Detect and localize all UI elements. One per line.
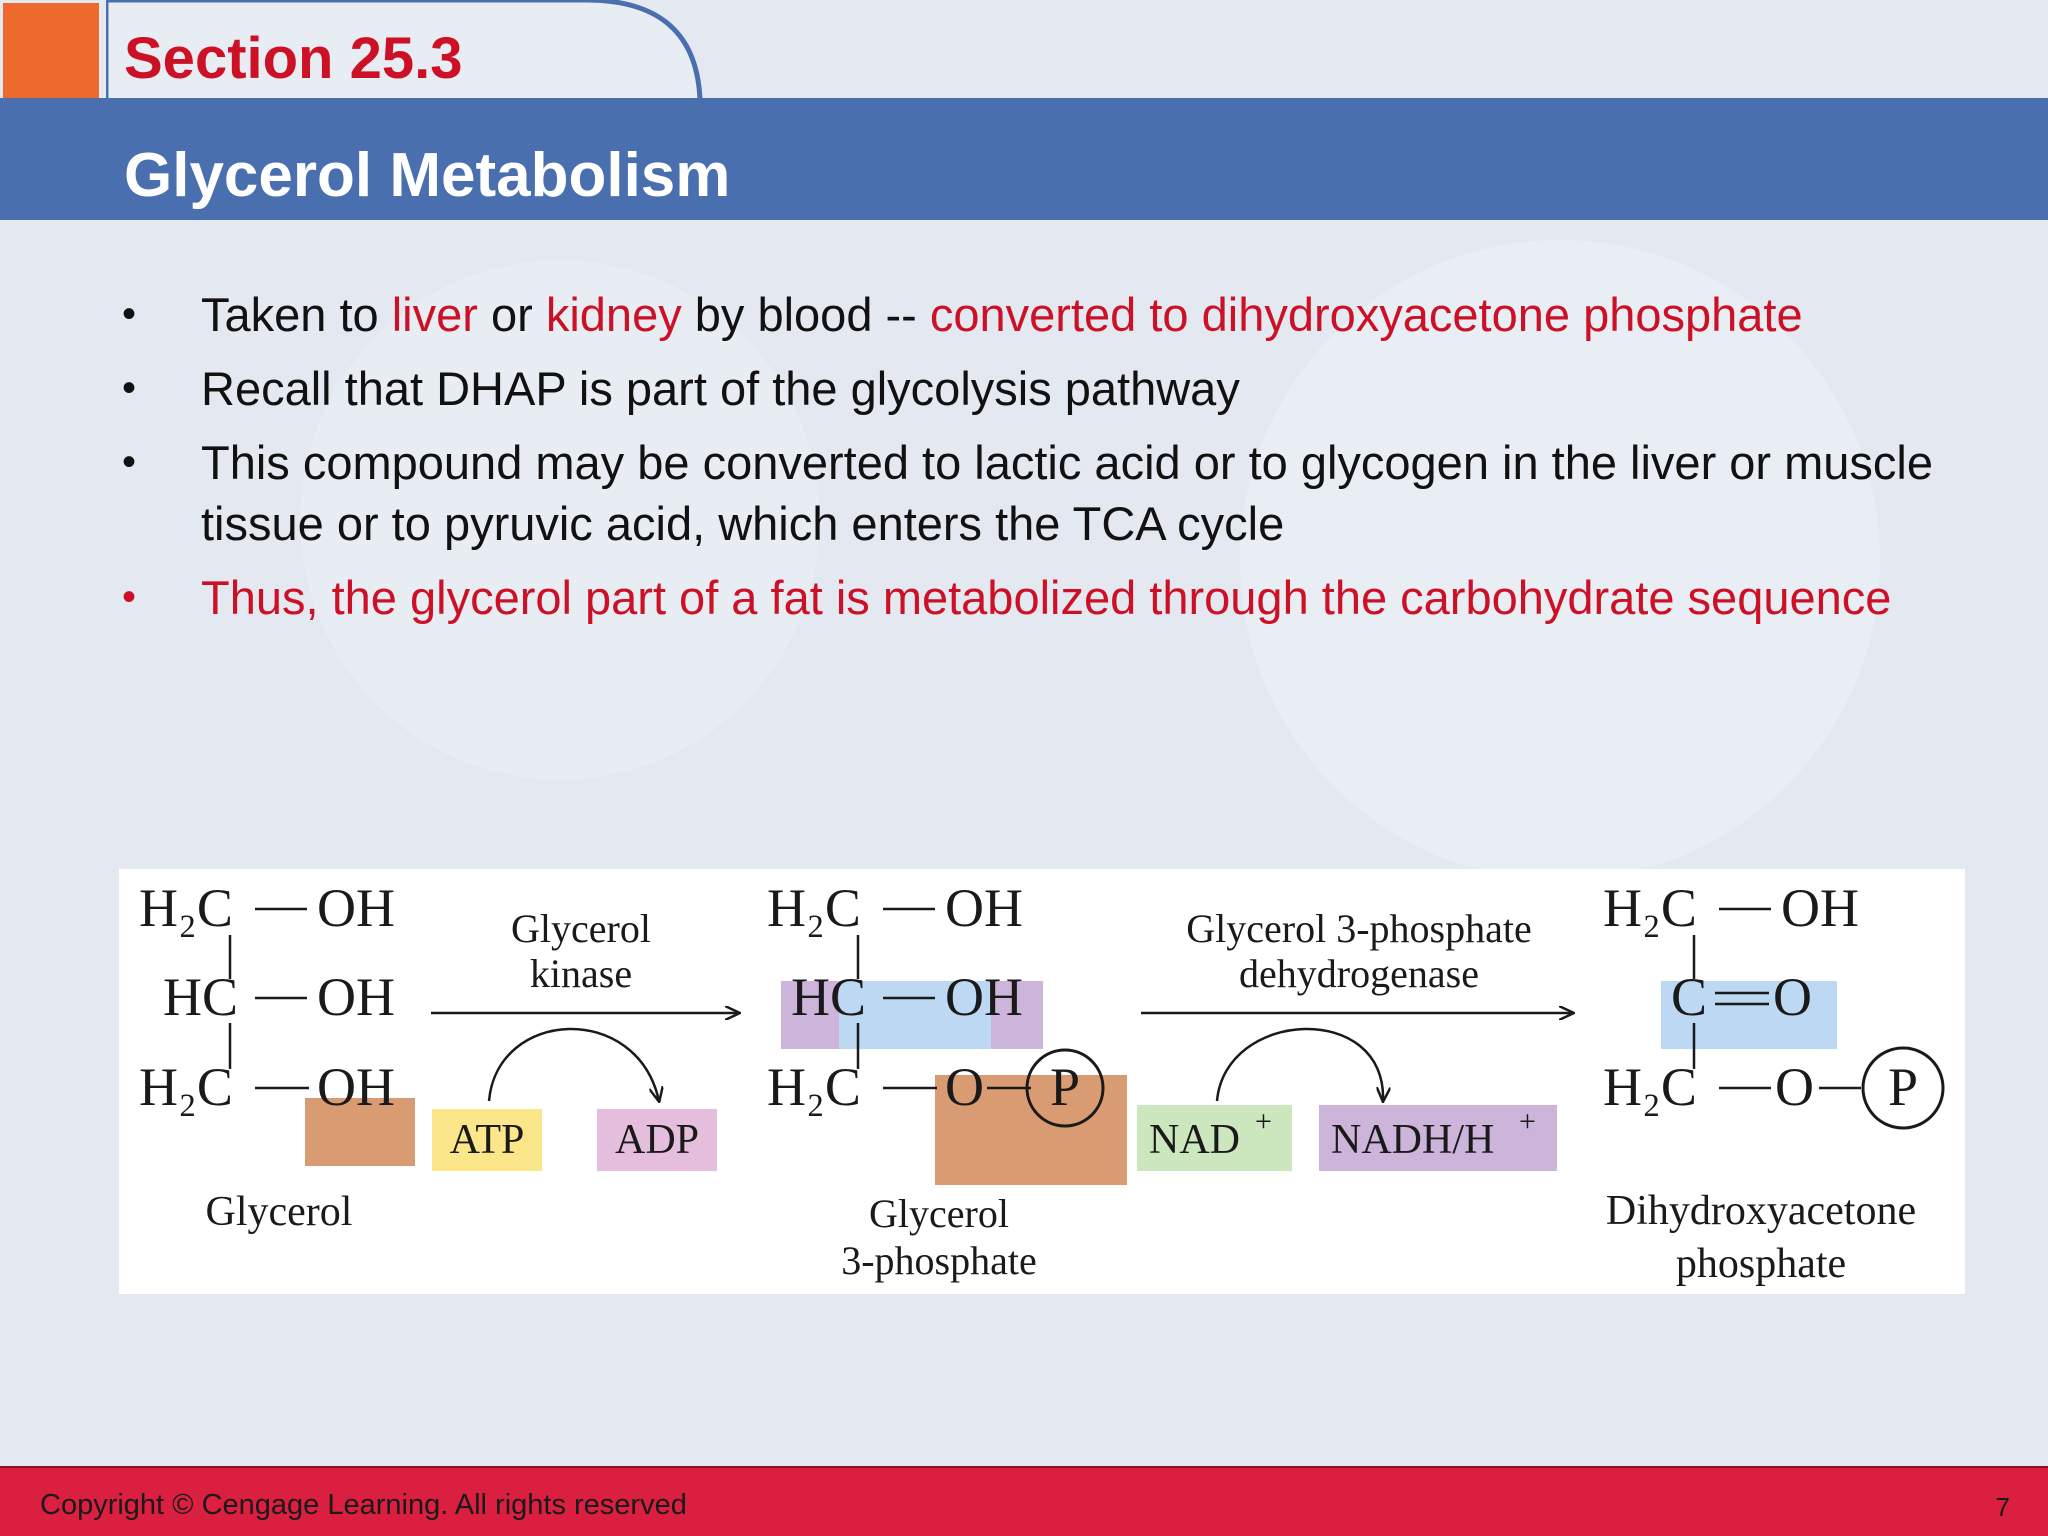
g3p-c2: HC bbox=[791, 967, 867, 1027]
section-accent-square bbox=[3, 3, 99, 99]
g3p-phosphate: P bbox=[1049, 1057, 1081, 1117]
g3p-c3: H₂C bbox=[767, 1057, 861, 1117]
dhap-label-line2: phosphate bbox=[1675, 1241, 1847, 1287]
copyright-text: Copyright © Cengage Learning. All rights reserved bbox=[40, 1489, 687, 1521]
bullet-text: This compound may be converted to lactic acid or to glycogen in the liver or muscle tissue or to pyruvic acid, which enters the TCA cycle bbox=[201, 436, 1934, 550]
g3p-label-line2: 3-phosphate bbox=[841, 1238, 1037, 1283]
bullet-item bbox=[122, 284, 1982, 345]
nad-label: NAD bbox=[1149, 1117, 1240, 1163]
dhap-carbonyl-o: O bbox=[1773, 967, 1812, 1027]
enzyme-dehydrogenase-line1: Glycerol 3-phosphate bbox=[1186, 906, 1532, 951]
dhap-c1: H₂C bbox=[1603, 878, 1697, 938]
nad-charge: + bbox=[1255, 1105, 1272, 1138]
bullet-marker: • bbox=[122, 575, 137, 619]
glycerol-molecule bbox=[139, 878, 415, 1235]
nadh-label: NADH/H bbox=[1331, 1117, 1495, 1163]
cofactor-curve bbox=[489, 1029, 659, 1101]
glycerol-pathway-diagram bbox=[119, 869, 1965, 1294]
glycerol-c2: HC bbox=[163, 967, 239, 1027]
bullet-text: Recall that DHAP is part of the glycolysis pathway bbox=[201, 362, 1240, 415]
dhap-c2: C bbox=[1671, 967, 1708, 1027]
dhap-label-line1: Dihydroxyacetone bbox=[1605, 1188, 1917, 1234]
bullet-item bbox=[122, 358, 1982, 419]
glycerol-oh2: OH bbox=[317, 967, 395, 1027]
bullet-list bbox=[122, 284, 1982, 641]
glycerol-c3: H₂C bbox=[139, 1057, 233, 1117]
dhap-oh: OH bbox=[1781, 878, 1859, 938]
bullet-marker: • bbox=[122, 440, 137, 484]
glycerol-c1: H₂C bbox=[139, 878, 233, 938]
glycerol-oh1: OH bbox=[317, 878, 395, 938]
bullet-text: or bbox=[477, 288, 546, 341]
bullet-marker: • bbox=[122, 366, 137, 410]
reaction-1 bbox=[431, 906, 739, 1171]
cofactor-curve bbox=[1217, 1029, 1383, 1101]
bullet-text: by blood -- bbox=[681, 288, 930, 341]
enzyme-kinase-line1: Glycerol bbox=[511, 906, 651, 951]
glycerol-oh3: OH bbox=[317, 1057, 395, 1117]
highlight-conversion: converted to dihydroxyacetone phosphate bbox=[929, 288, 1803, 341]
nadh-charge: + bbox=[1519, 1105, 1536, 1138]
highlight-liver: liver bbox=[391, 288, 478, 341]
dhap-molecule bbox=[1603, 878, 1943, 1287]
glycerol-3-phosphate-molecule bbox=[767, 878, 1127, 1283]
enzyme-kinase-line2: kinase bbox=[529, 951, 633, 996]
bullet-marker: • bbox=[122, 292, 137, 336]
g3p-c1: H₂C bbox=[767, 878, 861, 938]
slide-title: Glycerol Metabolism bbox=[124, 141, 731, 210]
dhap-c3: H₂C bbox=[1603, 1057, 1697, 1117]
footer-bar bbox=[0, 1466, 2048, 1536]
enzyme-dehydrogenase-line2: dehydrogenase bbox=[1239, 951, 1479, 996]
glycerol-label: Glycerol bbox=[205, 1189, 353, 1235]
section-label: Section 25.3 bbox=[124, 26, 463, 91]
bullet-text: Taken to bbox=[201, 288, 392, 341]
adp-label: ADP bbox=[614, 1117, 700, 1163]
bullet-text-highlight: Thus, the glycerol part of a fat is metabolized through the carbohydrate sequence bbox=[201, 571, 1892, 624]
page-number: 7 bbox=[1995, 1492, 2010, 1522]
bullet-item bbox=[122, 567, 1982, 628]
dhap-o: O bbox=[1775, 1057, 1814, 1117]
g3p-label-line1: Glycerol bbox=[869, 1191, 1009, 1236]
reaction-2 bbox=[1137, 906, 1573, 1171]
g3p-oh1: OH bbox=[945, 878, 1023, 938]
bullet-item bbox=[122, 432, 1982, 554]
g3p-oh2: OH bbox=[945, 967, 1023, 1027]
highlight-kidney: kidney bbox=[545, 288, 682, 341]
dhap-phosphate: P bbox=[1887, 1057, 1919, 1117]
g3p-o: O bbox=[945, 1057, 984, 1117]
atp-label: ATP bbox=[449, 1117, 525, 1163]
